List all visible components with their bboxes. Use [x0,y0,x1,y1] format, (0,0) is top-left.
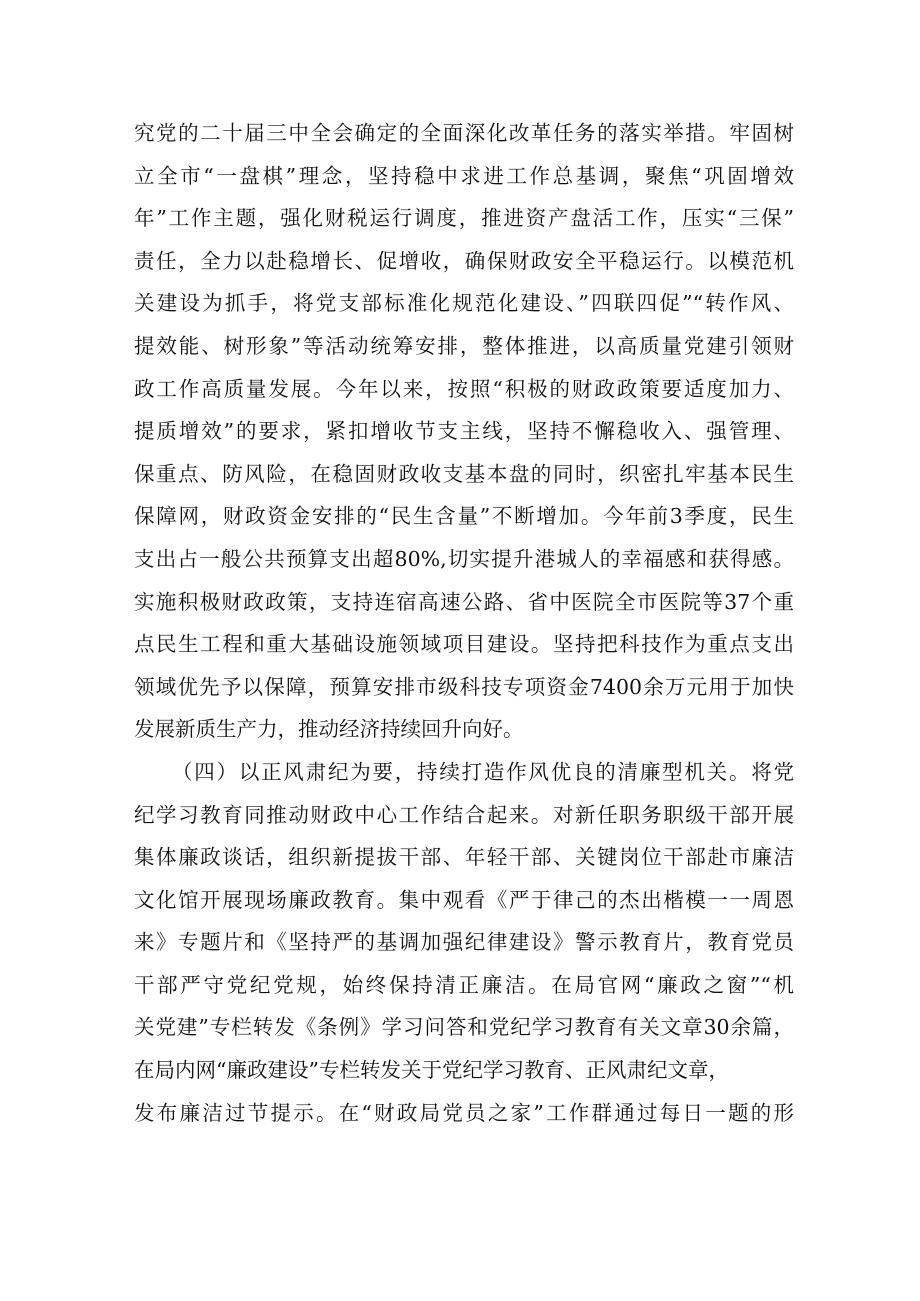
section-heading-line: （四）以正风肃纪为要，持续打造作风优良的清廉型机关。将党 [172,759,794,784]
text-line: 立全市“一盘棋”理念，坚持稳中求进工作总基调，聚焦“巩固增效 [134,163,794,188]
text-line: 来》专题片和《坚持严的基调加强纪律建设》警示教育片，教育党员 [134,930,794,955]
text-line: 实施积极财政政策，支持连宿高速公路、省中医院全市医院等37个重 [134,589,794,614]
text-line: 纪学习教育同推动财政中心工作结合起来。对新任职务职级干部开展 [134,802,794,827]
text-line: 保重点、防风险，在稳固财政收支基本盘的同时，织密扎牢基本民生 [134,461,794,486]
text-line: 文化馆开展现场廉政教育。集中观看《严于律己的杰出楷模一一周恩 [134,887,794,912]
paragraph-end-line: 发展新质生产力，推动经济持续回升向好。 [134,717,524,742]
text-line: 关建设为抓手，将党支部标准化规范化建设、”四联四促”“转作风、 [134,291,794,316]
text-line: 政工作高质量发展。今年以来，按照“积极的财政政策要适度加力、 [134,376,794,401]
body-text [134,112,794,1134]
text-line: 年”工作主题，强化财税运行调度，推进资产盘活工作，压实“三保” [134,206,794,231]
text-line: 提质增效”的要求，紧扣增收节支主线，坚持不懈稳收入、强管理、 [134,419,794,444]
text-line: 点民生工程和重大基础设施领域项目建设。坚持把科技作为重点支出 [134,632,794,657]
text-line: 提效能、树形象”等活动统筹安排，整体推进，以高质量党建引领财 [134,333,794,358]
text-line: 发布廉洁过节提示。在“财政局党员之家”工作群通过每日一题的形 [134,1100,794,1125]
text-line: 究党的二十届三中全会确定的全面深化改革任务的落实举措。牢固树 [134,121,794,145]
text-line: 关党建”专栏转发《条例》学习问答和党纪学习教育有关文章30余篇， [134,1015,794,1040]
text-line: 在局内网“廉政建设”专栏转发关于党纪学习教育、正风肃纪文章， [134,1058,729,1083]
text-line: 责任，全力以赴稳增长、促增收，确保财政安全平稳运行。以模范机 [134,248,794,273]
text-line: 领域优先予以保障，预算安排市级科技专项资金7400余万元用于加快 [134,674,794,699]
text-line: 集体廉政谈话，组织新提拔干部、年轻干部、关键岗位干部赴市廉洁 [134,845,794,870]
text-line: 干部严守党纪党规，始终保持清正廉洁。在局官网“廉政之窗”“机 [134,972,794,997]
text-line: 支出占一般公共预算支出超80%,切实提升港城人的幸福感和获得感。 [134,546,794,571]
text-line: 保障网，财政资金安排的“民生含量”不断增加。今年前3季度，民生 [134,504,794,529]
